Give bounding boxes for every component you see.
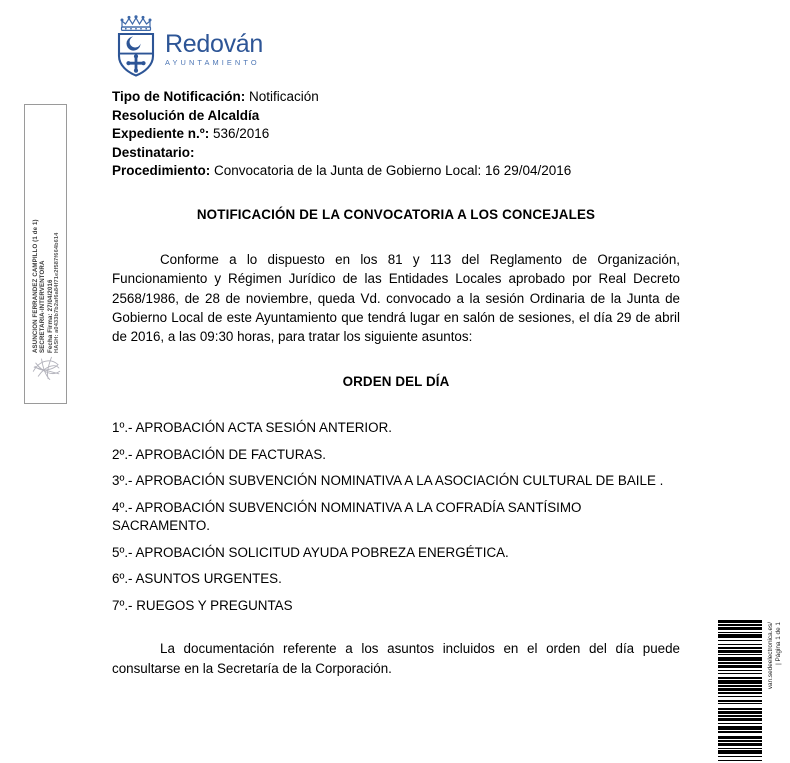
field-destinatario-label: Destinatario: xyxy=(112,144,195,160)
handwritten-signature-icon xyxy=(30,351,63,385)
list-item: 3º.- APROBACIÓN SUBVENCIÓN NOMINATIVA A LA ASOCIACIÓN CULTURAL DE BAILE . xyxy=(112,473,664,489)
logo-subtitle: AYUNTAMIENTO xyxy=(165,58,260,67)
closing-paragraph: La documentación referente a los asuntos incluidos en el orden del día puede consultarse en la Secretaría de la Corporación. xyxy=(112,641,680,676)
intro-paragraph: Conforme a lo dispuesto en los 81 y 113 del Reglamento de Organización, Funcionamiento y Régimen Jurídico de las Entidades Locales aprobado por Real Decreto 2568/1986, de 28 de noviembre, queda Vd. convocado a la sesión Ordinaria de la Junta de Gobierno Local de este Ayuntamiento que tendrá lugar en salón de sesiones, el día 29 de abril de 2016, a las 09:30 horas, para tratar los siguiente asuntos: xyxy=(112,251,680,345)
field-resolucion-label: Resolución de Alcaldía xyxy=(112,107,260,123)
list-item: 4º.- APROBACIÓN SUBVENCIÓN NOMINATIVA A LA COFRADÍA SANTÍSIMO SACRAMENTO. xyxy=(112,499,582,534)
field-tipo-label: Tipo de Notificación: xyxy=(112,89,246,104)
stamp-role: SECRETARIA-INTERVENTORA xyxy=(39,260,47,353)
field-procedimiento-value: Convocatoria de la Junta de Gobierno Local: 16 29/04/2016 xyxy=(214,163,572,179)
field-expediente-value: 536/2016 xyxy=(212,126,270,142)
crowned-shield-icon xyxy=(110,10,162,78)
stamp-signer: ASUNCION FERRANDEZ CAMPILLO (1 de 1) xyxy=(31,219,39,353)
field-expediente xyxy=(112,125,680,144)
barcode-caption xyxy=(762,620,788,763)
field-procedimiento xyxy=(112,162,680,181)
list-item: 6º.- ASUNTOS URGENTES. xyxy=(112,571,282,587)
list-item: 2º.- APROBACIÓN DE FACTURAS. xyxy=(112,446,326,462)
field-destinatario xyxy=(112,144,680,163)
field-tipo-value: Notificación xyxy=(249,89,319,104)
barcode-image xyxy=(718,620,762,763)
barcode-url-text: van.sedeelectronica.es/ xyxy=(766,622,774,690)
field-expediente-label: Expediente n.º: xyxy=(112,126,210,142)
field-resolucion xyxy=(112,107,680,126)
document-body xyxy=(112,88,680,678)
stamp-hash: HASH: a0433b7b2af6a84f71e2f587f664b614 xyxy=(53,232,60,353)
barcode-page-text: | Página 1 de 1 xyxy=(775,622,782,665)
list-item: 5º.- APROBACIÓN SOLICITUD AYUDA POBREZA ENERGÉTICA. xyxy=(112,544,509,560)
list-item: 1º.- APROBACIÓN ACTA SESIÓN ANTERIOR. xyxy=(112,420,392,436)
signature-stamp-box xyxy=(24,104,67,404)
agenda-heading: ORDEN DEL DÍA xyxy=(342,374,450,390)
verification-barcode-block xyxy=(718,620,790,763)
field-procedimiento-label: Procedimiento: xyxy=(112,163,211,179)
municipality-logo xyxy=(110,8,310,80)
list-item: 7º.- RUEGOS Y PREGUNTAS xyxy=(112,597,293,613)
field-tipo-notificacion xyxy=(112,88,680,107)
stamp-date: Fecha Firma: 27/04/2016 xyxy=(46,279,54,353)
logo-name: Redován xyxy=(165,30,263,58)
document-title: NOTIFICACIÓN DE LA CONVOCATORIA A LOS CONCEJALES xyxy=(196,206,596,222)
logo-wordmark xyxy=(165,20,263,68)
agenda-list xyxy=(112,419,680,615)
